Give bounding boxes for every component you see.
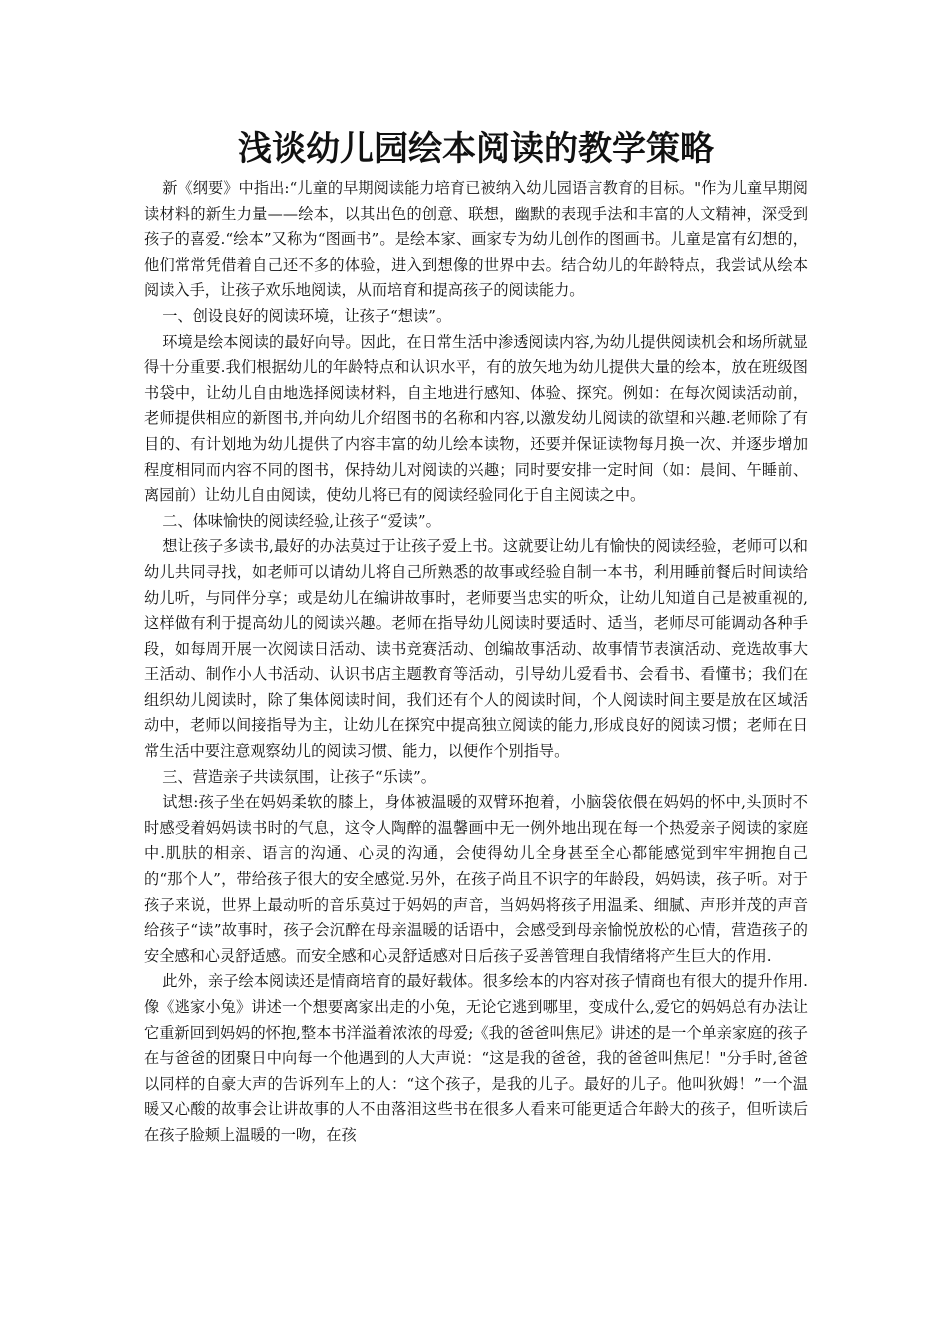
section-3-paragraph-2: 此外，亲子绘本阅读还是情商培育的最好载体。很多绘本的内容对孩子情商也有很大的提升作用.像《逃家小兔》讲述一个想要离家出走的小兔，无论它逃到哪里，变成什么,爱它的妈妈总有办法让它重新回到妈妈的怀抱,整本书洋溢着浓浓的母爱;《我的爸爸叫焦尼》讲述的是一个单亲家庭的孩子在与爸爸的团聚日中向每一个他遇到的人大声说：“这是我的爸爸，我的爸爸叫焦尼！"分手时,爸爸以同样的自豪大声的告诉列车上的人：“这个孩子，是我的儿子。最好的儿子。他叫狄姆！”一个温暖又心酸的故事会让讲故事的人不由落泪这些书在很多人看来可能更适合年龄大的孩子，但听读后在孩子脸颊上温暖的一吻，在孩 xyxy=(144,972,808,1144)
section-1-paragraph: 环境是绘本阅读的最好向导。因此，在日常生活中渗透阅读内容,为幼儿提供阅读机会和场所就显得十分重要.我们根据幼儿的年龄特点和认识水平，有的放矢地为幼儿提供大量的绘本，放在班级图书袋中，让幼儿自由地选择阅读材料，自主地进行感知、体验、探究。例如：在每次阅读活动前，老师提供相应的新图书,并向幼儿介绍图书的名称和内容,以激发幼儿阅读的欲望和兴趣.老师除了有目的、有计划地为幼儿提供了内容丰富的幼儿绘本读物，还要并保证读物每月换一次、并逐步增加程度相同而内容不同的图书，保持幼儿对阅读的兴趣；同时要安排一定时间（如：晨间、午睡前、离园前）让幼儿自由阅读，使幼儿将已有的阅读经验同化于自主阅读之中。 xyxy=(144,332,808,505)
section-2-paragraph: 想让孩子多读书,最好的办法莫过于让孩子爱上书。这就要让幼儿有愉快的阅读经验，老师可以和幼儿共同寻找，如老师可以请幼儿将自己所熟悉的故事或经验自制一本书，利用睡前餐后时间读给幼儿听，与同伴分享；或是幼儿在编讲故事时，老师要当忠实的听众，让幼儿知道自己是被重视的,这样做有利于提高幼儿的阅读兴趣。老师在指导幼儿阅读时要适时、适当，老师尽可能调动各种手段，如每周开展一次阅读日活动、读书竞赛活动、创编故事活动、故事情节表演活动、竞选故事大王活动、制作小人书活动、认识书店主题教育等活动，引导幼儿爱看书、会看书、看懂书；我们在组织幼儿阅读时，除了集体阅读时间，我们还有个人的阅读时间，个人阅读时间主要是放在区域活动中，老师以间接指导为主，让幼儿在探究中提高独立阅读的能力,形成良好的阅读习惯；老师在日常生活中要注意观察幼儿的阅读习惯、能力，以便作个别指导。 xyxy=(144,537,808,761)
section-3-paragraph: 试想:孩子坐在妈妈柔软的膝上，身体被温暖的双臂环抱着，小脑袋依偎在妈妈的怀中,头顶时不时感受着妈妈读书时的气息，这令人陶醉的温馨画中无一例外地出现在每一个热爱亲子阅读的家庭中.肌肤的相亲、语言的沟通、心灵的沟通，会使得幼儿全身甚至全心都能感觉到牢牢拥抱自己的“那个人”，带给孩子很大的安全感觉.另外，在孩子尚且不识字的年龄段，妈妈读，孩子听。对于孩子来说，世界上最动听的音乐莫过于妈妈的声音，当妈妈将孩子用温柔、细腻、声形并茂的声音给孩子“读”故事时，孩子会沉醉在母亲温暖的话语中，会感受到母亲愉悦放松的心情，营造孩子的安全感和心灵舒适感。而安全感和心灵舒适感对日后孩子妥善管理自我情绪将产生巨大的作用. xyxy=(144,793,808,965)
document-page xyxy=(144,0,808,1149)
document-title: 浅谈幼儿园绘本阅读的教学策略 xyxy=(238,129,714,169)
section-heading-2: 二、体味愉快的阅读经验,让孩子“爱读”。 xyxy=(162,511,441,530)
section-heading-3: 三、营造亲子共读氛围，让孩子“乐读”。 xyxy=(162,767,436,786)
document-body xyxy=(144,176,808,1149)
intro-paragraph: 新《纲要》中指出:“儿童的早期阅读能力培育已被纳入幼儿园语言教育的目标。"作为儿童早期阅读材料的新生力量——绘本，以其出色的创意、联想，幽默的表现手法和丰富的人文精神，深受到孩子的喜爱.“绘本”又称为“图画书”。是绘本家、画家专为幼儿创作的图画书。儿童是富有幻想的，他们常常凭借着自己还不多的体验，进入到想像的世界中去。结合幼儿的年龄特点，我尝试从绘本阅读入手，让孩子欢乐地阅读，从而培育和提高孩子的阅读能力。 xyxy=(144,179,808,300)
section-heading-1: 一、创设良好的阅读环境，让孩子“想读”。 xyxy=(162,306,452,325)
